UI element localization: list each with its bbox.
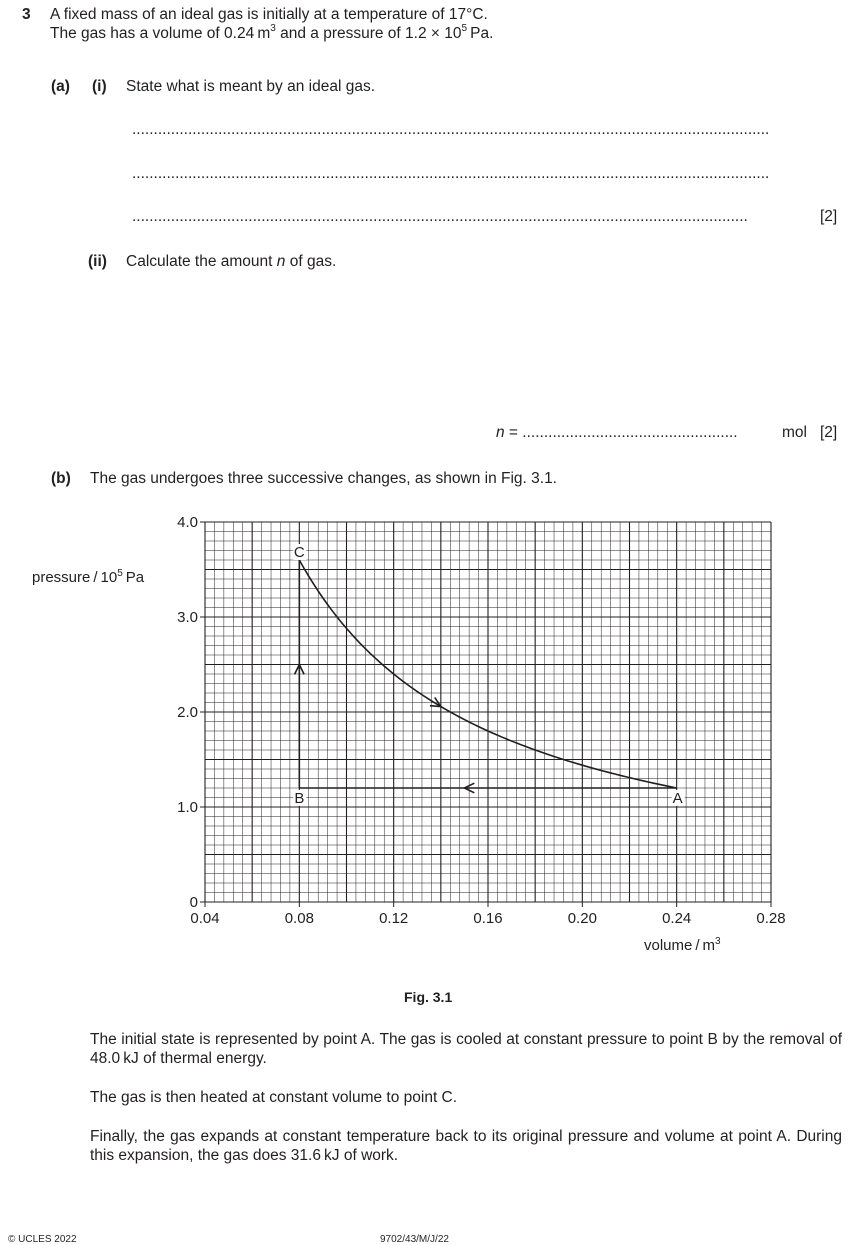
x-tick-label: 0.12 — [379, 910, 409, 927]
answer-line-1[interactable]: .................................................................................................................................................... — [132, 121, 770, 138]
part-a-label: (a) — [51, 78, 70, 95]
x-axis-label: volume / $m^3$ — [644, 936, 721, 954]
y-tick-label: 0 — [189, 894, 198, 911]
n-unit: mol — [782, 424, 807, 441]
pv-diagram-chart — [0, 500, 852, 970]
marks-a-i: [2] — [820, 208, 838, 225]
part-a-i-label: (i) — [92, 78, 107, 95]
y-tick-label: 4.0 — [177, 514, 198, 531]
x-tick-label: 0.20 — [567, 910, 597, 927]
point-label-c: C — [293, 544, 305, 561]
part-b-text: The gas undergoes three successive changes, as shown in Fig. 3.1. — [90, 470, 557, 487]
footer-paper-code: 9702/43/M/J/22 — [380, 1234, 449, 1245]
x-tick-label: 0.24 — [662, 910, 692, 927]
x-tick-label: 0.16 — [473, 910, 503, 927]
part-a-ii-label: (ii) — [88, 253, 107, 270]
answer-line-2[interactable]: .................................................................................................................................................... — [132, 165, 770, 182]
x-tick-label: 0.08 — [284, 910, 314, 927]
answer-line-3[interactable]: ............................................................................................................................................... — [132, 208, 748, 225]
chart-axes — [200, 522, 771, 907]
chart-grid — [205, 522, 771, 902]
intro-line-1: A fixed mass of an ideal gas is initially at a temperature of 17°C. — [50, 6, 488, 23]
y-tick-label: 1.0 — [177, 799, 198, 816]
paragraph-1: The initial state is represented by point A. The gas is cooled at constant pressure to point B by the removal of 48.0 kJ of thermal energy. — [90, 1031, 842, 1067]
intro-line-2: The gas has a volume of 0.24 $m^3$ and a pressure of $1.2 \times 10^5$ Pa. — [50, 22, 494, 42]
y-tick-label: 2.0 — [177, 704, 198, 721]
x-tick-label: 0.04 — [190, 910, 220, 927]
question-number: 3 — [22, 6, 31, 23]
figure-caption: Fig. 3.1 — [404, 989, 453, 1005]
y-tick-label: 3.0 — [177, 609, 198, 626]
paragraph-3: Finally, the gas expands at constant temperature back to its original pressure and volume at point A. During this expansion, the gas does 31.6 kJ of work. — [90, 1128, 842, 1164]
chart-text-layer — [32, 514, 786, 954]
x-tick-label: 0.28 — [756, 910, 786, 927]
point-label-a: A — [672, 790, 683, 807]
paragraph-2: The gas is then heated at constant volume to point C. — [90, 1089, 458, 1106]
footer-copyright: © UCLES 2022 — [8, 1234, 77, 1245]
marks-a-ii: [2] — [820, 424, 838, 441]
y-axis-label: pressure / $10^5$ Pa — [32, 568, 145, 586]
chart-data-layer — [295, 560, 677, 793]
part-a-ii-question: Calculate the amount n of gas. — [126, 253, 337, 270]
part-b-label: (b) — [51, 470, 71, 487]
n-answer-line[interactable]: n = .................................................. — [496, 424, 738, 441]
part-a-i-question: State what is meant by an ideal gas. — [126, 78, 376, 95]
point-label-b: B — [294, 790, 305, 807]
